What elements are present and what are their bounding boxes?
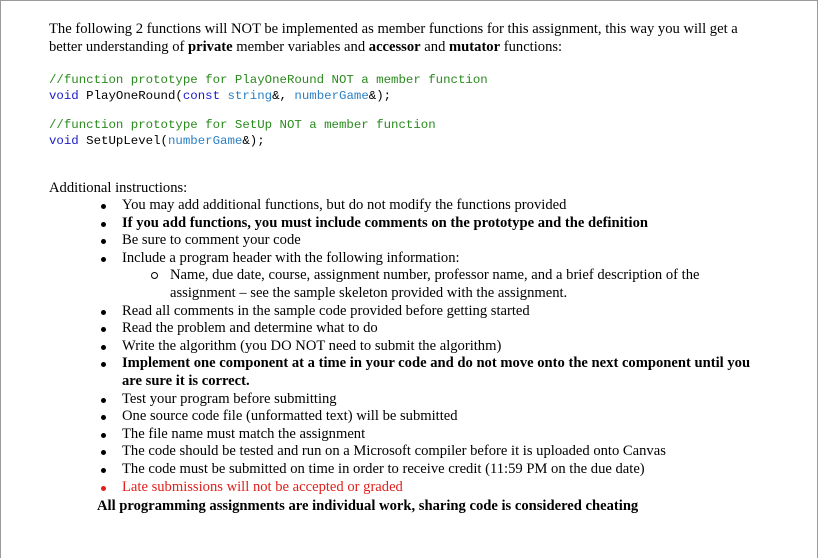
list-item-text: Include a program header with the following information: — [122, 249, 460, 266]
code-function-name: SetUpLevel( — [78, 134, 168, 148]
sub-item-line1: Name, due date, course, assignment number, professor name, and a brief description of the — [170, 267, 700, 284]
intro-line1: The following 2 functions will NOT be implemented as member functions for this assignment, this way you will get a — [49, 21, 738, 37]
list-item: The code must be submitted on time in order to receive credit (11:59 PM on the due date) — [49, 461, 769, 479]
list-item: The file name must match the assignment — [49, 426, 769, 444]
list-item — [49, 215, 769, 233]
intro-line2-a: better understanding of — [49, 39, 189, 55]
list-item: Write the algorithm (you DO NOT need to submit the algorithm) — [49, 338, 769, 356]
list-item: One source code file (unformatted text) will be submitted — [49, 408, 769, 426]
sub-item-line2: assignment – see the sample skeleton provided with the assignment. — [170, 284, 568, 301]
intro-private: private — [188, 39, 233, 55]
sub-list — [122, 267, 769, 302]
code-block-playoneround — [49, 72, 488, 104]
additional-instructions-heading: Additional instructions: — [49, 180, 188, 196]
list-item: You may add additional functions, but do not modify the functions provided — [49, 197, 769, 215]
list-item — [49, 355, 769, 390]
list-item: Be sure to comment your code — [49, 232, 769, 250]
final-statement: All programming assignments are individual work, sharing code is considered cheating — [97, 498, 639, 514]
intro-line2-d: functions: — [500, 39, 563, 55]
code-function-name: PlayOneRound( — [78, 89, 183, 103]
instructions-list — [49, 197, 769, 496]
list-item — [49, 250, 769, 303]
code-comment: //function prototype for SetUp NOT a member function — [49, 118, 436, 132]
code-comment: //function prototype for PlayOneRound NOT a member function — [49, 73, 488, 87]
document-page — [49, 20, 789, 514]
intro-line2-b: member variables and — [232, 39, 369, 55]
list-item: Test your program before submitting — [49, 391, 769, 409]
intro-line2-c: and — [420, 39, 450, 55]
code-end: &); — [368, 89, 392, 103]
code-block-setuplevel — [49, 117, 436, 149]
code-end: &); — [242, 134, 265, 148]
list-item: Read all comments in the sample code provided before getting started — [49, 303, 769, 321]
code-keyword-void: void — [49, 89, 79, 103]
list-item: The code should be tested and run on a Microsoft compiler before it is uploaded onto Canvas — [49, 443, 769, 461]
code-type-numbergame: numberGame — [294, 89, 369, 103]
list-item-bold-line2: are sure it is correct. — [122, 372, 250, 389]
intro-accessor: accessor — [368, 39, 421, 55]
list-item-warning: Late submissions will not be accepted or graded — [49, 479, 769, 497]
list-item-bold-text: If you add functions, you must include comments on the prototype and the definition — [122, 214, 648, 231]
code-type-numbergame: numberGame — [167, 134, 243, 148]
list-item-bold-line1: Implement one component at a time in your code and do not move onto the next component until you — [122, 355, 751, 372]
intro-paragraph — [49, 20, 789, 56]
code-ref: &, — [272, 89, 295, 103]
code-type-string: string — [227, 89, 273, 103]
sub-list-item — [122, 267, 769, 302]
list-item: Read the problem and determine what to do — [49, 320, 769, 338]
intro-mutator: mutator — [449, 39, 501, 55]
code-keyword-const: const — [182, 89, 221, 103]
code-keyword-void: void — [49, 134, 79, 148]
